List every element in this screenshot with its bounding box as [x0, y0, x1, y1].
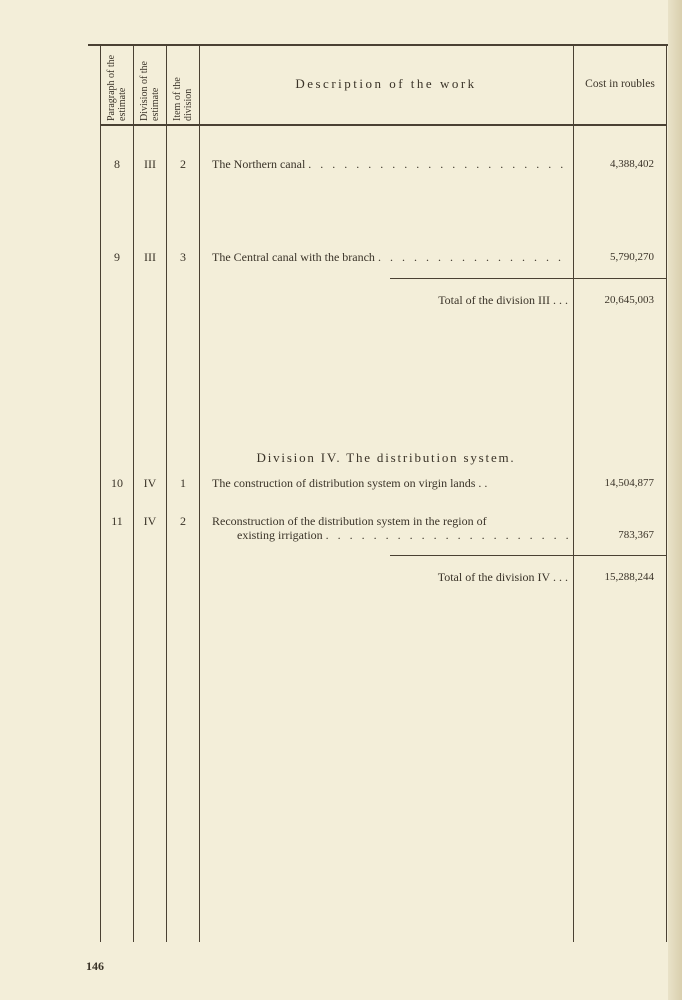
row-9-cost: 5,790,270	[610, 251, 654, 263]
row-11-item: 2	[180, 514, 186, 528]
row-8-division: III	[144, 157, 156, 171]
table-border-right	[666, 46, 667, 942]
row-11-division: IV	[143, 514, 157, 528]
total-division-4-value: 15,288,244	[604, 571, 654, 583]
header-cost: Cost in roubles	[585, 78, 655, 90]
row-11-cost: 783,367	[618, 529, 654, 541]
row-8-description: The Northern canal . . .	[212, 157, 568, 172]
row-9-paragraph: 9	[114, 250, 120, 264]
row-10-description: The construction of distribution system on virgin lands . .	[212, 476, 488, 490]
column-divider-2	[166, 46, 167, 942]
table-border-left	[100, 46, 101, 942]
column-divider-1	[133, 46, 134, 942]
subtotal-rule-division-3	[390, 278, 666, 279]
header-paragraph: Paragraph of the estimate	[106, 54, 128, 121]
leader-dots	[323, 528, 568, 543]
row-11-description-line2: existing irrigation . . .	[237, 528, 568, 543]
row-9-item: 3	[180, 250, 186, 264]
row-10-division: IV	[143, 476, 157, 490]
row-11-paragraph: 11	[111, 514, 123, 528]
binding-edge	[668, 0, 682, 1000]
subtotal-rule-division-4	[390, 555, 666, 556]
row-8-cost: 4,388,402	[610, 158, 654, 170]
row-9-description: The Central canal with the branch . . .	[212, 250, 568, 265]
row-8-paragraph: 8	[114, 157, 120, 171]
row-11-description-line1: Reconstruction of the distribution system in the region of	[212, 514, 487, 528]
row-10-item: 1	[180, 476, 186, 490]
page-number: 146	[86, 959, 104, 973]
table-header-rule	[100, 124, 666, 126]
total-division-3-label: Total of the division III . . .	[438, 293, 568, 307]
header-item: Item of the division	[172, 77, 194, 121]
header-description: Description of the work	[295, 76, 477, 91]
row-10-cost: 14,504,877	[604, 477, 654, 489]
column-divider-3	[199, 46, 200, 942]
row-10-paragraph: 10	[111, 476, 123, 490]
column-divider-4	[573, 46, 574, 942]
row-9-division: III	[144, 250, 156, 264]
division-4-heading: Division IV. The distribution system.	[256, 450, 516, 465]
row-8-item: 2	[180, 157, 186, 171]
total-division-3-value: 20,645,003	[604, 294, 654, 306]
total-division-4-label: Total of the division IV . . .	[437, 570, 568, 584]
header-division: Division of the estimate	[139, 61, 161, 121]
leader-dots	[375, 250, 568, 265]
table-top-rule	[88, 44, 668, 46]
leader-dots	[305, 157, 568, 172]
